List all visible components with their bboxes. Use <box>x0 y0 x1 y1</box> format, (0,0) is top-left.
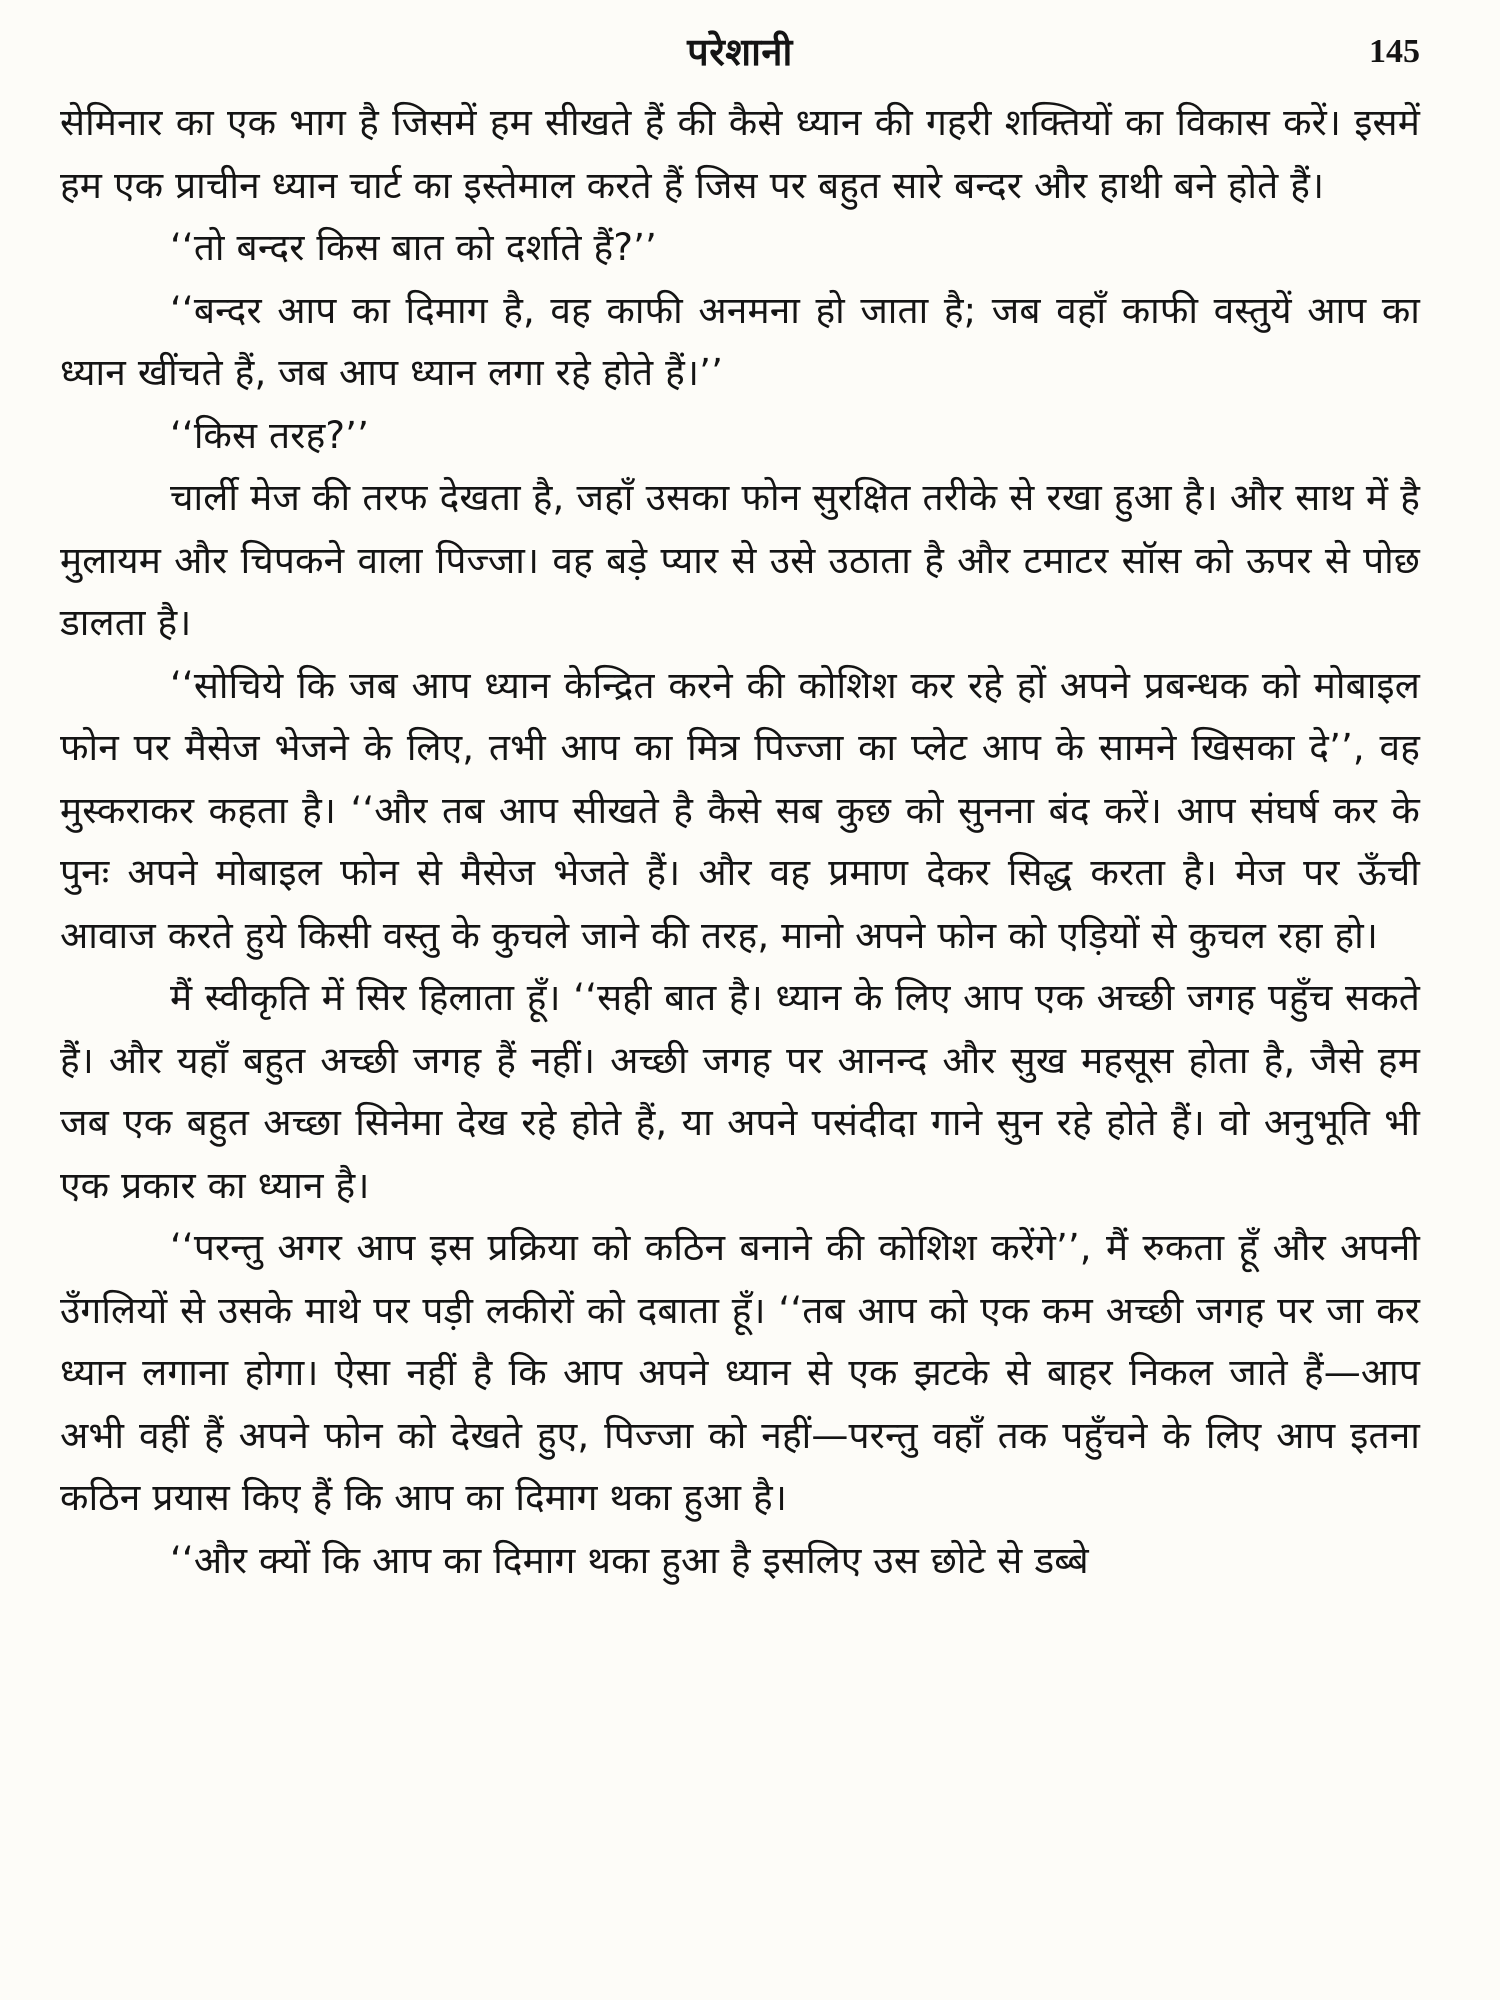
paragraph-monkey-is-mind: ‘‘बन्दर आप का दिमाग है, वह काफी अनमना हो जाता है; जब वहाँ काफी वस्तुयें आप का ध्यान खींचते हैं, जब आप ध्यान लगा रहे होते हैं।’’ <box>60 288 1420 394</box>
paragraph-how: ‘‘किस तरह?’’ <box>170 413 369 457</box>
paragraph-good-place: मैं स्वीकृति में सिर हिलाता हूँ। ‘‘सही बात है। ध्यान के लिए आप एक अच्छी जगह पहुँच सकते हैं। और यहाँ बहुत अच्छी जगह हैं नहीं। अच्छी जगह पर आनन्द और सुख महसूस होता है, जैसे हम जब एक बहुत अच्छा सिनेमा देख रहे होते हैं, या अपने पसंदीदा गाने सुन रहे होते हैं। वो अनुभूति भी एक प्रकार का ध्यान है। <box>60 976 1420 1207</box>
paragraph-imagine-message: ‘‘सोचिये कि जब आप ध्यान केन्द्रित करने की कोशिश कर रहे हों अपने प्रबन्धक को मोबाइल फोन पर मैसेज भेजने के लिए, तभी आप का मित्र पिज्जा का प्लेट आप के सामने खिसका दे’’, वह मुस्कराकर कहता है। ‘‘और तब आप सीखते है कैसे सब कुछ को सुनना बंद करें। आप संघर्ष कर के पुनः अपने मोबाइल फोन से मैसेज भेजते हैं। और वह प्रमाण देकर सिद्ध करता है। मेज पर ऊँची आवाज करते हुये किसी वस्तु के कुचले जाने की तरह, मानो अपने फोन को एड़ियों से कुचल रहा हो। <box>60 663 1420 957</box>
body-text <box>60 92 1420 1592</box>
paragraph-question-monkeys: ‘‘तो बन्दर किस बात को दर्शाते हैं?’’ <box>170 226 657 269</box>
page-number: 145 <box>1369 33 1420 70</box>
running-title: परेशानी <box>687 30 793 74</box>
paragraph-charlie-pizza: चार्ली मेज की तरफ देखता है, जहाँ उसका फोन सुरक्षित तरीके से रखा हुआ है। और साथ में है मुलायम और चिपकने वाला पिज्जा। वह बड़े प्यार से उसे उठाता है और टमाटर सॉस को ऊपर से पोछ डालता है। <box>60 476 1420 644</box>
page-header <box>60 24 1420 86</box>
paragraph-tired-mind: ‘‘और क्यों कि आप का दिमाग थका हुआ है इसलिए उस छोटे से डब्बे <box>170 1538 1089 1582</box>
paragraph-continuation: सेमिनार का एक भाग है जिसमें हम सीखते हैं की कैसे ध्यान की गहरी शक्तियों का विकास करें। इसमें हम एक प्राचीन ध्यान चार्ट का इस्तेमाल करते हैं जिस पर बहुत सारे बन्दर और हाथी बने होते हैं। <box>60 101 1420 207</box>
paragraph-harder-effort: ‘‘परन्तु अगर आप इस प्रक्रिया को कठिन बनाने की कोशिश करेंगे’’, मैं रुकता हूँ और अपनी उँगलियों से उसके माथे पर पड़ी लकीरों को दबाता हूँ। ‘‘तब आप को एक कम अच्छी जगह पर जा कर ध्यान लगाना होगा। ऐसा नहीं है कि आप अपने ध्यान से एक झटके से बाहर निकल जाते हैं—आप अभी वहीं हैं अपने फोन को देखते हुए, पिज्जा को नहीं—परन्तु वहाँ तक पहुँचने के लिए आप इतना कठिन प्रयास किए हैं कि आप का दिमाग थका हुआ है। <box>60 1226 1420 1519</box>
